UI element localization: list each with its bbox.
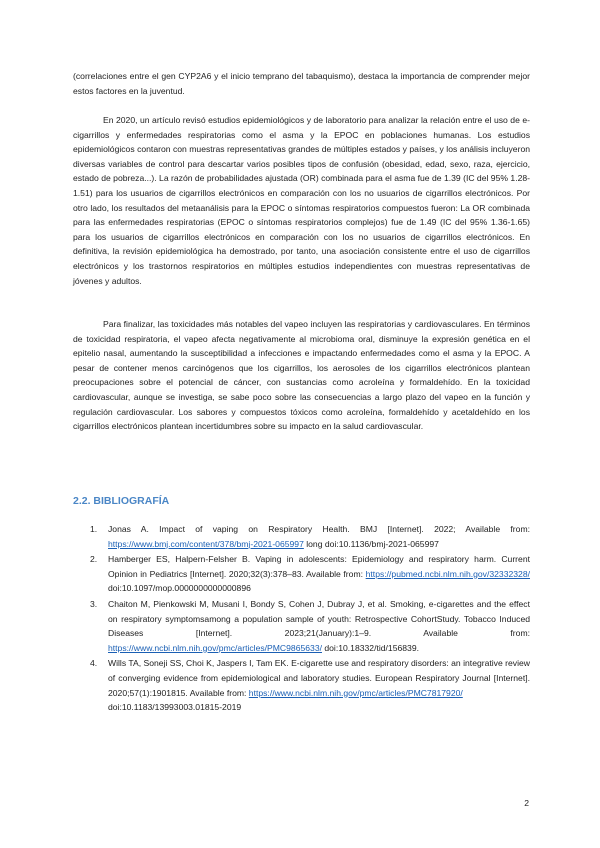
reference-text: Hamberger ES, Halpern-Felsher B. Vaping in adolescents: Epidemiology and respiratory harm. Current Opinion in Pediatrics [Internet]. 2020;32(3):378–83. Available from: — [108, 554, 530, 579]
reference-item-4 — [73, 656, 530, 714]
paragraph-intro-continuation: (correlaciones entre el gen CYP2A6 y el inicio temprano del tabaquismo), destaca la importancia de comprender mejor estos factores en la juventud. — [73, 71, 530, 96]
reference-link[interactable]: https://pubmed.ncbi.nlm.nih.gov/32332328/ — [365, 568, 530, 579]
reference-doi-line: doi:10.1183/13993003.01815-2019 — [108, 702, 242, 713]
reference-text: Jonas A. Impact of vaping on Respiratory Health. BMJ [Internet]. 2022; Available from: — [108, 524, 530, 534]
reference-item-2 — [73, 552, 530, 596]
reference-link[interactable]: https://www.bmj.com/content/378/bmj-2021-065997 — [108, 538, 304, 549]
reference-doi: doi:10.1097/mop.0000000000000896 — [108, 583, 251, 594]
reference-list — [73, 522, 530, 716]
reference-link[interactable]: https://www.ncbi.nlm.nih.gov/pmc/articles/PMC9865633/ — [108, 642, 322, 653]
page-number: 2 — [524, 798, 529, 808]
reference-number: 3. — [90, 598, 98, 609]
reference-doi: long doi:10.1136/bmj-2021-065997 — [303, 538, 439, 549]
reference-link[interactable]: https://www.ncbi.nlm.nih.gov/pmc/articles/PMC7817920/ — [248, 687, 463, 698]
reference-number: 2. — [90, 554, 98, 565]
reference-item-3 — [73, 597, 530, 655]
paragraph-toxicities: Para finalizar, las toxicidades más notables del vapeo incluyen las respiratorias y cardiovasculares. En términos de toxicidad respiratoria, el vapeo afecta negativamente al microbioma oral, disminuye la expresión genética en el epitelio nasal, aumentando la susceptibilidad a infecciones e impactando enfermedades como el asma y la EPOC. A pesar de contener menos carcinógenos que los cigarrillos, los aerosoles de los cigarrillos electrónicos plantean preocupaciones sobre el potencial de cáncer, con sustancias como acroleína y formaldehído. En la toxicidad cardiovascular, aunque se investiga, se sabe poco sobre las consecuencias a largo plazo del vapeo en la función y regulación cardiovascular. Los sabores y compuestos tóxicos como acroleína, formaldehído y acetaldehído en los cigarrillos electrónicos plantean incertidumbres sobre su impacto en la salud cardiovascular. — [73, 319, 530, 432]
reference-number: 4. — [90, 658, 98, 669]
section-heading-bibliography: 2.2. BIBLIOGRAFÍA — [73, 495, 170, 507]
reference-text: Chaiton M, Pienkowski M, Musani I, Bondy S, Cohen J, Dubray J, et al. Smoking, e-cigarettes and the effect on respiratory symptomsamong a population sample of youth: Retrospective CohortStudy. Tobacco Induced Diseases [Internet]. 2023;21(January):1–9. Available from: — [108, 598, 530, 639]
reference-text: Wills TA, Soneji SS, Choi K, Jaspers I, Tam EK. E-cigarette use and respiratory disorders: an integrative review of converging evidence from epidemiological and laboratory studies. European Respiratory Journal [Internet]. 2020;57(1):1901815. Available from: — [108, 658, 530, 698]
reference-doi: doi:10.18332/tid/156839. — [321, 642, 419, 653]
paragraph-epidemiology: En 2020, un artículo revisó estudios epidemiológicos y de laboratorio para analizar la relación entre el uso de e-cigarrillos y enfermedades respiratorias como el asma y la EPOC en poblaciones humanas. Los estudios epidemiológicos contaron con muestras representativas grandes de múltiples estados y países, y los análisis incluyeron diversas variables de control para descartar varios posibles tipos de confusión (obesidad, edad, sexo, raza, ejercicio, estado de pobreza...). La razón de probabilidades ajustada (OR) combinada para el asma fue de 1.39 (IC del 95% 1.28-1.51) para los usuarios de cigarrillos electrónicos en comparación con los no usuarios de cigarrillos electrónicos. Por otro lado, los resultados del metaanálisis para la EPOC o síntomas respiratorios compuestos fueron: La OR combinada para las enfermedades respiratorias (EPOC o síntomas respiratorios complejos) fue de 1.49 (IC del 95% 1.36-1.65) para los usuarios de cigarrillos electrónicos en comparación con los no usuarios de cigarrillos electrónicos. En definitiva, la revisión epidemiológica ha demostrado, por tanto, una asociación consistente entre el uso de cigarrillos electrónicos y los trastornos respiratorios en múltiples estudios independientes con muestras representativas de jóvenes y adultos. — [73, 115, 530, 286]
reference-item-1 — [73, 522, 530, 551]
reference-number: 1. — [90, 524, 98, 534]
